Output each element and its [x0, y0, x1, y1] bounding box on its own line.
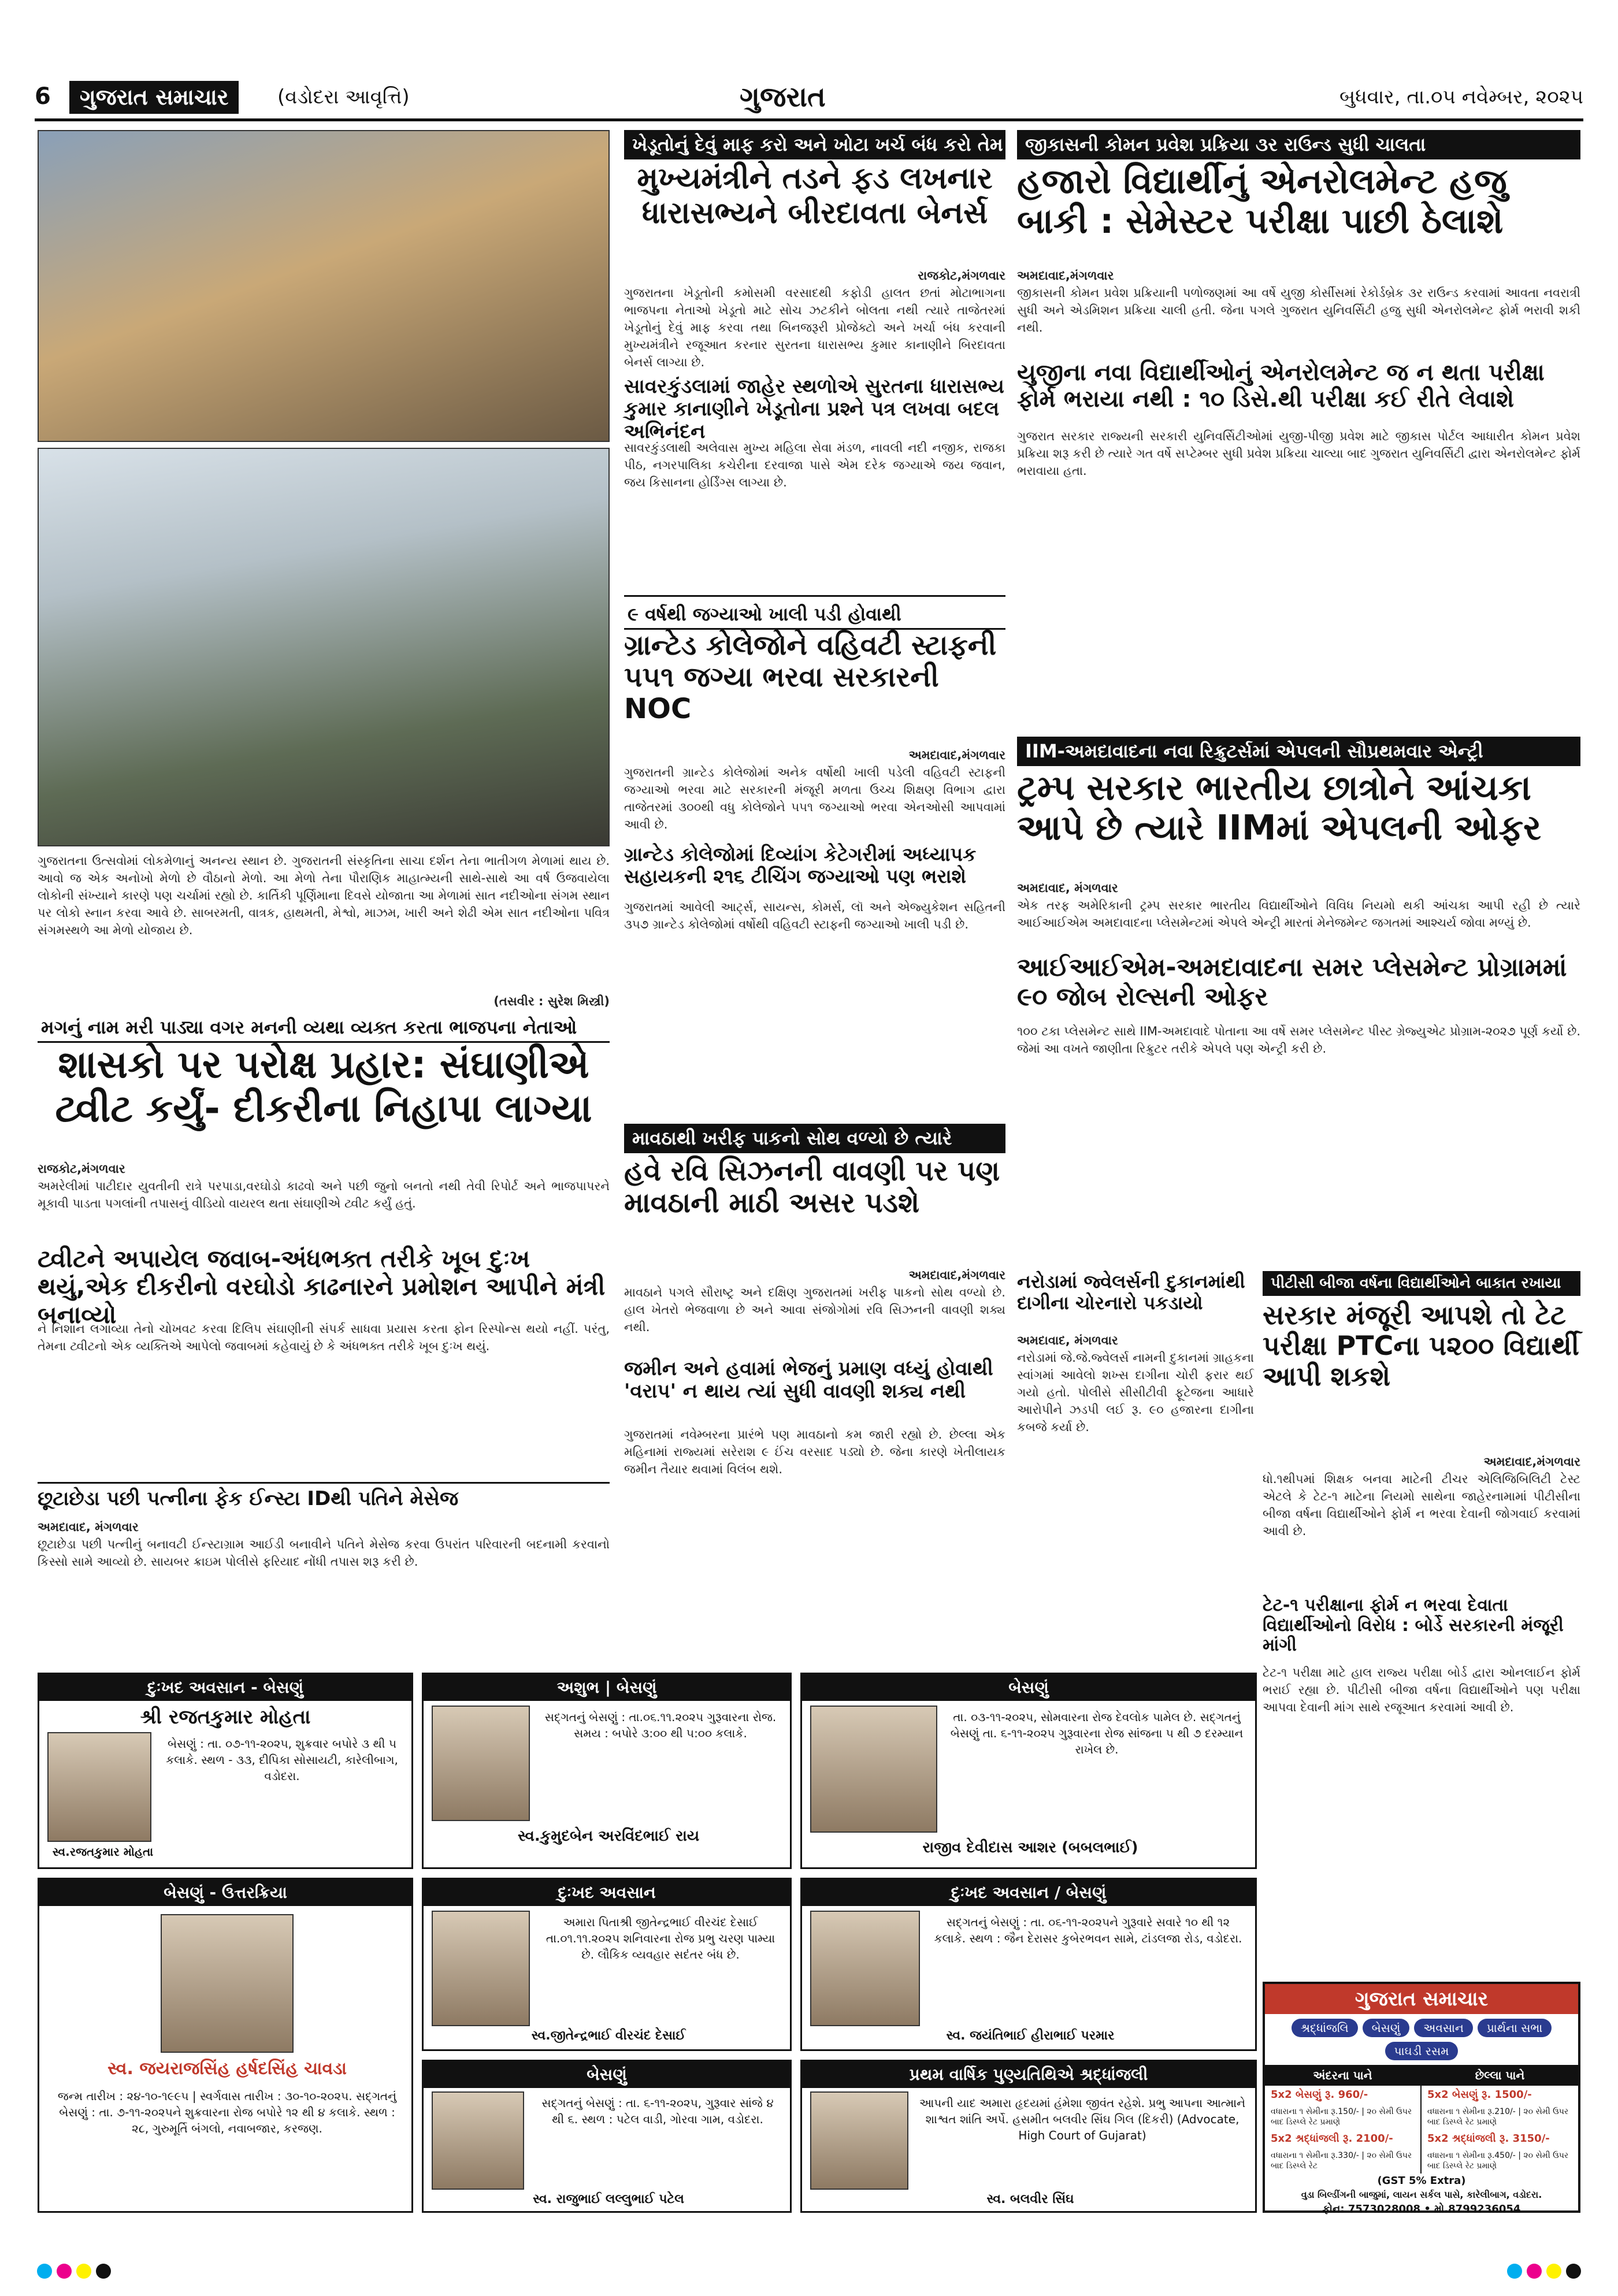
portrait: [810, 1706, 937, 1833]
ad-price: 5x2 શ્રદ્ધાંજલી રૂ. 2100/-: [1271, 2132, 1393, 2145]
obituary-notice: [38, 1673, 413, 1869]
ad-service: પાઘડી રસમ: [1385, 2042, 1459, 2060]
ad-phone: ફોન: 7573028008 • મો.8799236054: [1322, 2203, 1521, 2215]
fair-photo-top: [38, 130, 610, 442]
jewel-story-headline: નરોડામાં જ્વેલર્સની દુકાનમાંથી દાગીના ચોરનારો પકડાયો: [1017, 1270, 1245, 1314]
iim-story-kicker: IIM-અમદાવાદના નવા રિક્રુટર્સમાં એપલની સૌપ્રથમવાર એન્ટ્રી: [1017, 737, 1580, 766]
noc-story-dateline: અમદાવાદ,મંગળવાર: [908, 748, 1005, 762]
edition-label: (વડોદરા આવૃત્તિ): [277, 86, 410, 109]
masthead: [35, 81, 1583, 121]
fair-photo-bottom: [38, 448, 610, 846]
insta-story-body: છૂટાછેડા પછી પત્નીનું બનાવટી ઈન્સ્ટાગ્રામ આઈડી બનાવીને પતિને મેસેજ કરવા ઉપરાંત પરિવારની બદનામી કરવાનો કિસ્સો સામે આવ્યો છે. સાયબર ક્રાઇમ પોલીસે ફરિયાદ નોંધી તપાસ શરૂ કરી છે.: [38, 1537, 610, 1569]
page-number: 6: [35, 83, 51, 110]
ptc-story-headline: સરકાર મંજૂરી આપશે તો ટેટ પરીક્ષા PTCના ૫૨૦૦ વિદ્યાર્થી આપી શકશે: [1263, 1299, 1579, 1392]
ptc-story-kicker: પીટીસી બીજા વર્ષના વિદ્યાર્થીઓને બાકાત રખાયા: [1263, 1271, 1580, 1296]
notice-name: શ્રી રજતકુમાર મોહતા: [140, 1706, 311, 1729]
ad-gst: (GST 5% Extra): [1377, 2175, 1466, 2187]
portrait: [161, 1914, 294, 2053]
portrait: [810, 1911, 920, 2026]
obituary-notice: [800, 1673, 1257, 1869]
ptc-story-subhead: ટેટ-૧ પરીક્ષાના ફોર્મ ન ભરવા દેવાતા વિદ્યાર્થીઓનો વિરોધ : બોર્ડે સરકારની મંજૂરી માંગી: [1263, 1595, 1564, 1655]
notice-text: સદ્ગતનું બેસણું : તા. ૦૬-૧૧-૨૦૨૫ને ગુરૂવારે સવારે ૧૦ થી ૧૨ કલાકે. સ્થળ : જૈન દેરાસર કુબેરભવન સામે, ટાંડલજા રોડ, વડોદરા.: [934, 1915, 1242, 1945]
rabi-story-body2: ગુજરાતમાં નવેમ્બરના પ્રારંભે પણ માવઠાનો કમ જારી રહ્યો છે. છેલ્લા એક મહિનામાં રાજ્યમાં સરેરાશ ૯ ઈંચ વરસાદ પડ્યો છે. જેના કારણે ખેતીલાયક જમીન તૈયાર થવામાં વિલંબ થશે.: [624, 1428, 1005, 1476]
notice-title: બેસણું: [802, 1674, 1255, 1701]
iim-story-body: એક તરફ અમેરિકાની ટ્રમ્પ સરકાર ભારતીય વિદ્યાર્થીઓને વિવિધ નિયમો થકી આંચકા આપી રહી છે ત્યારે આઈઆઈએમ અમદાવાદના પ્લેસમેન્ટમાં એપલે એન્ટ્રી મારતાં મેનેજમેન્ટ જગતમાં આશ્ચર્ય જોવા મળ્યું છે.: [1017, 898, 1580, 930]
ad-address: વુડા બિલ્ડીંગની બાજુમાં, લાયન સર્કલ પાસે, કારેલીબાગ, વડોદરા.: [1301, 2189, 1542, 2200]
notice-caption: સ્વ.રજતકુમાર મોહતા: [52, 1845, 154, 1859]
jewel-story-dateline: અમદાવાદ, મંગળવાર: [1017, 1333, 1118, 1347]
sanghani-story-subhead: ટ્વીટને અપાયેલ જવાબ-અંધભક્ત તરીકે ખૂબ દુઃખ થયું,એક દીકરીનો વરઘોડો કાઢનારને પ્રમોશન આપીને મંત્રી બનાવ્યો: [38, 1244, 606, 1329]
ad-service: શ્રદ્ધાંજલિ: [1292, 2019, 1358, 2037]
print-registration-marks: [35, 2264, 113, 2281]
noc-story-body2: ગુજરાતમાં આવેલી આર્ટ્સ, સાયન્સ, કોમર્સ, લૉ અને એજ્યુકેશન સહિતની ૩૫૭ ગ્રાન્ટેડ કોલેજોમાં વર્ષોથી વહિવટી સ્ટાફની જગ્યાઓ ખાલી પડી છે.: [624, 900, 1005, 931]
cm-story-subhead: સાવરકુંડલામાં જાહેર સ્થળોએ સુરતના ધારાસભ્ય કુમાર કાનાણીને ખેડૂતોના પ્રશ્ને પત્ર લખવા બદલ અભિનંદન: [624, 375, 1004, 444]
notice-title: બેસણું: [424, 2061, 790, 2088]
jewel-story-body: નરોડામાં જે.જે.જ્વેલર્સ નામની દુકાનમાં ગ્રાહકના સ્વાંગમાં આવેલો શખ્સ દાગીના ચોરી ફરાર થઈ ગયો હતો. પોલીસે સીસીટીવી ફૂટેજના આધારે આરોપીને ઝડપી લઈ રૂ. ૯૦ હજારના દાગીના કબજે કર્યા છે.: [1017, 1351, 1254, 1434]
ad-price-note: વધારાના ૧ સેમીના રૂ.150/- | ૨૦ સેમી ઉપર બાદ ડિસ્પ્લે રેટ પ્રમાણે: [1271, 2107, 1412, 2127]
ad-price-note: વધારાના ૧ સેમીના રૂ.330/- | ૨૦ સેમી ઉપર બાદ ડિસ્પ્લે રેટ: [1271, 2151, 1412, 2171]
notice-name: રાજીવ દેવીદાસ આશર (બબલભાઈ): [922, 1839, 1138, 1856]
sanghani-story-dateline: રાજકોટ,મંગળવાર: [38, 1162, 125, 1176]
ad-price: 5x2 બેસણું રૂ. 960/-: [1271, 2089, 1368, 2101]
portrait: [432, 1911, 530, 2026]
enrol-story-headline: હજારો વિદ્યાર્થીનું એનરોલમેન્ટ હજુ બાકી : સેમેસ્ટર પરીક્ષા પાછી ઠેલાશે: [1017, 161, 1507, 242]
photo-credit: (તસવીર : સુરેશ મિસ્ત્રી): [493, 994, 610, 1008]
ad-service: અવસાન: [1414, 2019, 1473, 2037]
ptc-story-body: ધો.૧થી૫માં શિક્ષક બનવા માટેની ટીચર એલિજિબિલિટી ટેસ્ટ એટલે કે ટેટ-૧ માટેના નિયમો સાથેના જાહેરનામામાં પીટીસીના બીજા વર્ષના વિદ્યાર્થીઓને ફોર્મ ન ભરવા દેવાની જોગવાઈ કરવામાં આવી છે.: [1263, 1472, 1580, 1538]
rabi-story-headline: હવે રવિ સિઝનની વાવણી પર પણ માવઠાની માઠી અસર પડશે: [624, 1155, 1000, 1220]
obituary-notice: [800, 2060, 1257, 2213]
sanghani-story-kicker: મગનું નામ મરી પાડ્યા વગર મનની વ્યથા વ્યક્ત કરતા ભાજપના નેતાઓ: [38, 1014, 610, 1043]
cm-story-headline: મુખ્યમંત્રીને તડને ફડ લખનાર ધારાસભ્યને બીરદાવતા બેનર્સ: [637, 161, 993, 231]
notice-text: જન્મ તારીખ : ૨૪-૧૦-૧૯૯૫ | સ્વર્ગવાસ તારીખ : ૩૦-૧૦-૨૦૨૫. સદ્ગતનું બેસણું : તા. ૭-૧૧-૨૦૨૫ને શુક્રવારના રોજ બપોરે ૧૨ થી ૪ કલાકે. સ્થળ : ૨૮, ગુરુમૂર્તિ બંગલો, નવાબજાર, કરજણ.: [57, 2089, 397, 2135]
insta-story-dateline: અમદાવાદ, મંગળવાર: [38, 1520, 139, 1534]
sanghani-story-body: અમરેલીમાં પાટીદાર યુવતીની રાત્રે પરપાડા,વરઘોડો કાઢવો અને પછી જુનો બનતો નથી તેવી રિપોર્ટ અને ભાજપાપરને મૂકાવી પાડતા પગલાંની તપાસનું વીડિયો વાયરલ થતા સંઘાણીએ ટ્વીટ કર્યું હતું.: [38, 1179, 610, 1210]
obituary-notice: [422, 1673, 792, 1869]
divider: [624, 595, 1005, 597]
ad-price-note: વધારાના ૧ સેમીના રૂ.210/- | ૨૦ સેમી ઉપર બાદ ડિસ્પ્લે રેટ પ્રમાણે: [1427, 2107, 1569, 2127]
ad-service: પ્રાર્થના સભા: [1478, 2019, 1552, 2037]
rabi-story-kicker: માવઠાથી ખરીફ પાકનો સોથ વળ્યો છે ત્યારે: [624, 1124, 1005, 1153]
noc-story-kicker: ૯ વર્ષથી જગ્યાઓ ખાલી પડી હોવાથી: [624, 601, 1005, 630]
iim-story-headline: ટ્રમ્પ સરકાર ભારતીય છાત્રોને આંચકા આપે છે ત્યારે IIMમાં એપલની ઓફર: [1017, 768, 1542, 848]
divider: [38, 1482, 610, 1484]
insta-story-headline: છૂટાછેડા પછી પત્નીના ફેક ઈન્સ્ટા IDથી પતિને મેસેજ: [38, 1487, 459, 1510]
notice-name: સ્વ.કુમુદબેન અરવિંદભાઈ રાય: [517, 1827, 700, 1845]
print-registration-marks: [1505, 2264, 1583, 2281]
obituary-notice: [38, 1878, 413, 2213]
notice-title: દુઃખદ અવસાન / બેસણું: [802, 1879, 1255, 1906]
rabi-story-subhead: જમીન અને હવામાં ભેજનું પ્રમાણ વધ્યું હોવાથી 'વરાપ' ન થાય ત્યાં સુધી વાવણી શક્ય નથી: [624, 1357, 993, 1403]
notice-title: અશુભ | બેસણું: [424, 1674, 790, 1701]
enrol-story-body2: ગુજરાત સરકાર રાજ્યની સરકારી યુનિવર્સિટીઓમાં યુજી-પીજી પ્રવેશ માટે જીકાસ પોર્ટલ આધારીત કોમન પ્રવેશ પ્રક્રિયા શરૂ કરી છે ત્યારે ગત વર્ષે સપ્ટેમ્બર સુધી પ્રવેશ પ્રક્રિયા ચાલ્યા બાદ ગુજરાત યુનિવર્સિટી દ્વારા એનરોલમેન્ટ ફોર્મ ભરાવાયા હતા.: [1017, 429, 1580, 478]
iim-story-body2: ૧૦૦ ટકા પ્લેસમેન્ટ સાથે IIM-અમદાવાદે પોતાના આ વર્ષે સમર પ્લેસમેન્ટ પીસ્ટ ગ્રેજ્યુએટ પ્રોગ્રામ-૨૦૨૭ પૂર્ણ કર્યો છે. જેમાં આ વખતે જાણીતા રિક્રુટર તરીકે એપલે પણ એન્ટ્રી કરી છે.: [1017, 1024, 1580, 1056]
obituary-notice: [422, 2060, 792, 2213]
rabi-story-body: માવઠાને પગલે સૌરાષ્ટ્ર અને દક્ષિણ ગુજરાતમાં ખરીફ પાકનો સોથ વળ્યો છે. હાલ ખેતરો ભેજવાળા છે અને આવા સંજોગોમાં રવિ સિઝનની વાવણી શક્ય નથી.: [624, 1286, 1005, 1334]
notice-name: સ્વ. રાજુભાઈ લલ્લુભાઈ પટેલ: [533, 2192, 684, 2206]
notice-text: સદ્ગતનું બેસણું : તા.૦૬.૧૧.૨૦૨૫ ગુરૂવારના રોજ. સમય : બપોરે ૩:૦૦ થી ૫:૦૦ કલાકે.: [544, 1710, 777, 1740]
ad-inner-page: અંદરના પાને: [1265, 2065, 1420, 2086]
portrait: [432, 1706, 530, 1821]
portrait: [432, 2091, 524, 2190]
ad-service: બેસણું: [1363, 2019, 1410, 2037]
noc-story-subhead: ગ્રાન્ટેડ કોલેજોમાં દિવ્યાંગ કેટેગરીમાં અધ્યાપક સહાયકની ૨૧૬ ટીચિંગ જગ્યાઓ પણ ભરાશે: [624, 843, 977, 887]
ptc-story-dateline: અમદાવાદ,મંગળવાર: [1483, 1455, 1580, 1469]
iim-story-subhead: આઈઆઈએમ-અમદાવાદના સમર પ્લેસમેન્ટ પ્રોગ્રામમાં ૯૦ જોબ રોલ્સની ઓફર: [1017, 953, 1567, 1012]
notice-name: સ્વ. જયંતિભાઈ હીરાભાઈ પરમાર: [946, 2028, 1115, 2043]
notice-text: સદ્ગતનું બેસણું : તા. ૬-૧૧-૨૦૨૫, ગુરૂવાર સાંજે ૪ થી ૬. સ્થળ : પટેલ વાડી, ગોરવા ગામ, વડોદરા.: [541, 2096, 774, 2126]
portrait: [47, 1732, 151, 1842]
notice-text: બેસણું : તા. ૦૭-૧૧-૨૦૨૫, શુક્રવાર બપોરે ૩ થી ૫ કલાકે. સ્થળ - ૩૩, દીપિકા સોસાયટી, કારેલીબાગ, વડોદરા.: [166, 1737, 398, 1783]
notice-title: પ્રથમ વાર્ષિક પુણ્યતિથિએ શ્રદ્ધાંજલી: [802, 2061, 1255, 2088]
ad-brand: ગુજરાત સમાચાર: [1265, 1984, 1578, 2014]
section-title: ગુજરાત: [740, 81, 826, 113]
sanghani-story-body2: ને નિશાન લગાવ્યા તેનો ચોખવટ કરવા દિલિપ સંઘાણીની સંપર્ક સાધવા પ્રયાસ કરતા ફોન રિસ્પોન્સ થયો નહીં. પરંતુ, તેમના ટ્વીટનો એક વ્યક્તિએ આપેલો જવાબમાં કહેવાયું છે કે અંધભક્ત તરીકે ખૂબ દુઃખ થયું.: [38, 1322, 610, 1353]
cm-story-body2: સાવરકુંડલાથી અલેવાસ મુખ્ય મહિલા સેવા મંડળ, નાવલી નદી નજીક, રાજકા પીઠ, નગરપાલિકા કચેરીના દરવાજા પાસે એમ દરેક જગ્યાએ જય જવાન, જય કિસાનના હોર્ડિંગ્સ લાગ્યા છે.: [624, 441, 1005, 489]
ad-last-page: છેલ્લા પાને: [1422, 2065, 1578, 2086]
sanghani-story-headline: શાસકો પર પરોક્ષ પ્રહાર: સંઘાણીએ ટ્વીટ કર્યું- દીકરીના નિહાપા લાગ્યા: [55, 1042, 592, 1131]
enrol-story-body: જીકાસની કોમન પ્રવેશ પ્રક્રિયાની પળોજણમાં આ વર્ષે યુજી કોર્સીસમાં રેકોર્ડબ્રેક ૩ર રાઉન્ડ કરવામાં આવતા નવરાત્રી સુધી અને એડમિશન પ્રક્રિયા ચાલી હતી. જેના પગલે ગુજરાત યુનિવર્સિટી હજુ સુધી એનરોલમેન્ટ ફોર્મ ભરાવી શકી નથી.: [1017, 286, 1580, 335]
cm-story-body: ગુજરાતના ખેડૂતોની કમોસમી વરસાદથી કફોડી હાલત છતાં મોટાભાગના ભાજપના નેતાઓ ખેડૂતો માટે સોચ ઝટકીને બોલતા નથી ત્યારે તાજેતરમાં ખેડૂતોનું દેવું માફ કરવા તથા બિનજરૂરી પ્રોજેક્ટો અને ખર્ચા બંધ કરવાની મુખ્યમંત્રીને રજૂઆત કરનાર સુરતના ધારાસભ્ય કુમાર કાનાણીને બિરદાવતા બેનર્સ લાગ્યા છે.: [624, 286, 1005, 369]
ad-price: 5x2 શ્રદ્ધાંજલી રૂ. 3150/-: [1427, 2132, 1550, 2145]
enrol-story-subhead: યુજીના નવા વિદ્યાર્થીઓનું એનરોલમેન્ટ જ ન થતા પરીક્ષા ફોર્મ ભરાયા નથી : ૧૦ ડિસે.થી પરીક્ષા કઈ રીતે લેવાશે: [1017, 359, 1545, 413]
notice-name: સ્વ. જયરાજસિંહ હર્ષદસિંહ ચાવડા: [107, 2059, 347, 2079]
obituary-notice: [422, 1878, 792, 2051]
notice-title: બેસણું - ઉત્તરક્રિયા: [39, 1879, 411, 1906]
obituary-ad: [1263, 1982, 1580, 2213]
rabi-story-dateline: અમદાવાદ,મંગળવાર: [908, 1268, 1005, 1282]
enrol-story-dateline: અમદાવાદ,મંગળવાર: [1017, 269, 1114, 283]
ad-price: 5x2 બેસણું રૂ. 1500/-: [1427, 2089, 1532, 2101]
notice-title: દુઃખદ અવસાન: [424, 1879, 790, 1906]
portrait: [810, 2091, 908, 2190]
notice-name: સ્વ. બલવીર સિંઘ: [986, 2192, 1074, 2206]
ad-price-note: વધારાના ૧ સેમીના રૂ.450/- | ૨૦ સેમી ઉપર બાદ ડિસ્પ્લે રેટ પ્રમાણે: [1427, 2151, 1569, 2171]
ptc-story-body2: ટેટ-૧ પરીક્ષા માટે હાલ રાજ્ય પરીક્ષા બોર્ડ દ્વારા ઓનલાઈન ફોર્મ ભરાઈ રહ્યા છે. પીટીસી બીજા વર્ષના વિદ્યાર્થીઓને પણ પરીક્ષા આપવા દેવાની માંગ સાથે રજૂઆત કરવામાં આવી છે.: [1263, 1666, 1580, 1714]
notice-title: દુઃખદ અવસાન - બેસણું: [39, 1674, 411, 1701]
notice-text: તા. ૦૩-૧૧-૨૦૨૫, સોમવારના રોજ દેવલોક પામેલ છે. સદ્ગતનું બેસણું તા. ૬-૧૧-૨૦૨૫ ગુરૂવારના રોજ સાંજના ૫ થી ૭ દરમ્યાન રાખેલ છે.: [950, 1710, 1244, 1756]
notice-text: અમારા પિતાશ્રી જીતેન્દ્રભાઈ વીરચંદ દેસાઈ તા.૦૧.૧૧.૨૦૨૫ શનિવારના રોજ પ્રભુ ચરણ પામ્યા છે. લૌકિક વ્યવહાર સદંતર બંધ છે.: [545, 1915, 775, 1961]
notice-name: સ્વ.જીતેન્દ્રભાઈ વીરચંદ દેસાઈ: [531, 2028, 686, 2043]
obituary-notice: [800, 1878, 1257, 2051]
cm-story-dateline: રાજકોટ,મંગળવાર: [918, 269, 1005, 283]
issue-date: બુધવાર, તા.૦૫ નવેમ્બર, ૨૦૨૫: [1339, 86, 1583, 109]
cm-story-kicker: ખેડૂતોનું દેવું માફ કરો અને ખોટા ખર્ચ બંધ કરો તેમ: [624, 130, 1005, 159]
noc-story-headline: ગ્રાન્ટેડ કોલેજોને વહિવટી સ્ટાફની ૫૫૧ જગ્યા ભરવા સરકારની NOC: [624, 629, 997, 726]
brand-logo: ગુજરાત સમાચાર: [69, 81, 239, 114]
notice-text: આપની યાદ અમારા હૃદયમાં હંમેશા જીવંત રહેશે. પ્રભુ આપના આત્માને શાશ્વત શાંતિ અર્પે. હસમીત બલવીર સિંઘ ગિલ (દિકરી) (Advocate, High Court of Gujarat): [919, 2096, 1246, 2142]
fair-caption: ગુજરાતના ઉત્સવોમાં લોકમેળાનું અનન્ય સ્થાન છે. ગુજરાતની સંસ્કૃતિના સાચા દર્શન તેના ભાતીગળ મેળામાં થાય છે. આવો જ એક અનોખો મેળો છે વૌઠાનો મેળો. આ મેળો તેના પૌરાણિક માહાત્મ્યની સાથે-સાથે આ વર્ષ ઉજવાયેલા લોકોની સંખ્યાને કારણે પણ ચર્ચામાં રહ્યો છે. કાર્તિકી પૂર્ણિમાના દિવસે યોજાતા આ મેળામાં સાત નદીઓના સંગમ સ્થાન પર લોકો સ્નાન કરવા આવે છે. સાબરમતી, વાત્રક, હાથમતી, મેશ્વો, માઝમ, ખારી અને શેઢી એમ સાત નદીઓના પવિત્ર સંગમસ્થળે આ મેળો યોજાય છે.: [38, 854, 610, 937]
enrol-story-kicker: જીકાસની કોમન પ્રવેશ પ્રક્રિયા ૩ર રાઉન્ડ સુધી ચાલતા: [1017, 130, 1580, 159]
iim-story-dateline: અમદાવાદ, મંગળવાર: [1017, 881, 1118, 895]
noc-story-body: ગુજરાતની ગ્રાન્ટેડ કોલેજોમાં અનેક વર્ષોથી ખાલી પડેલી વહિવટી સ્ટાફની જગ્યાઓ ભરવા માટે સરકારની મંજૂરી મળતા ઉચ્ચ શિક્ષણ વિભાગ દ્વારા તાજેતરમાં ૩૦૦થી વધુ કોલેજોને ૫૫૧ જગ્યાઓ ભરવા એનઓસી આપવામાં આવી છે.: [624, 766, 1005, 831]
